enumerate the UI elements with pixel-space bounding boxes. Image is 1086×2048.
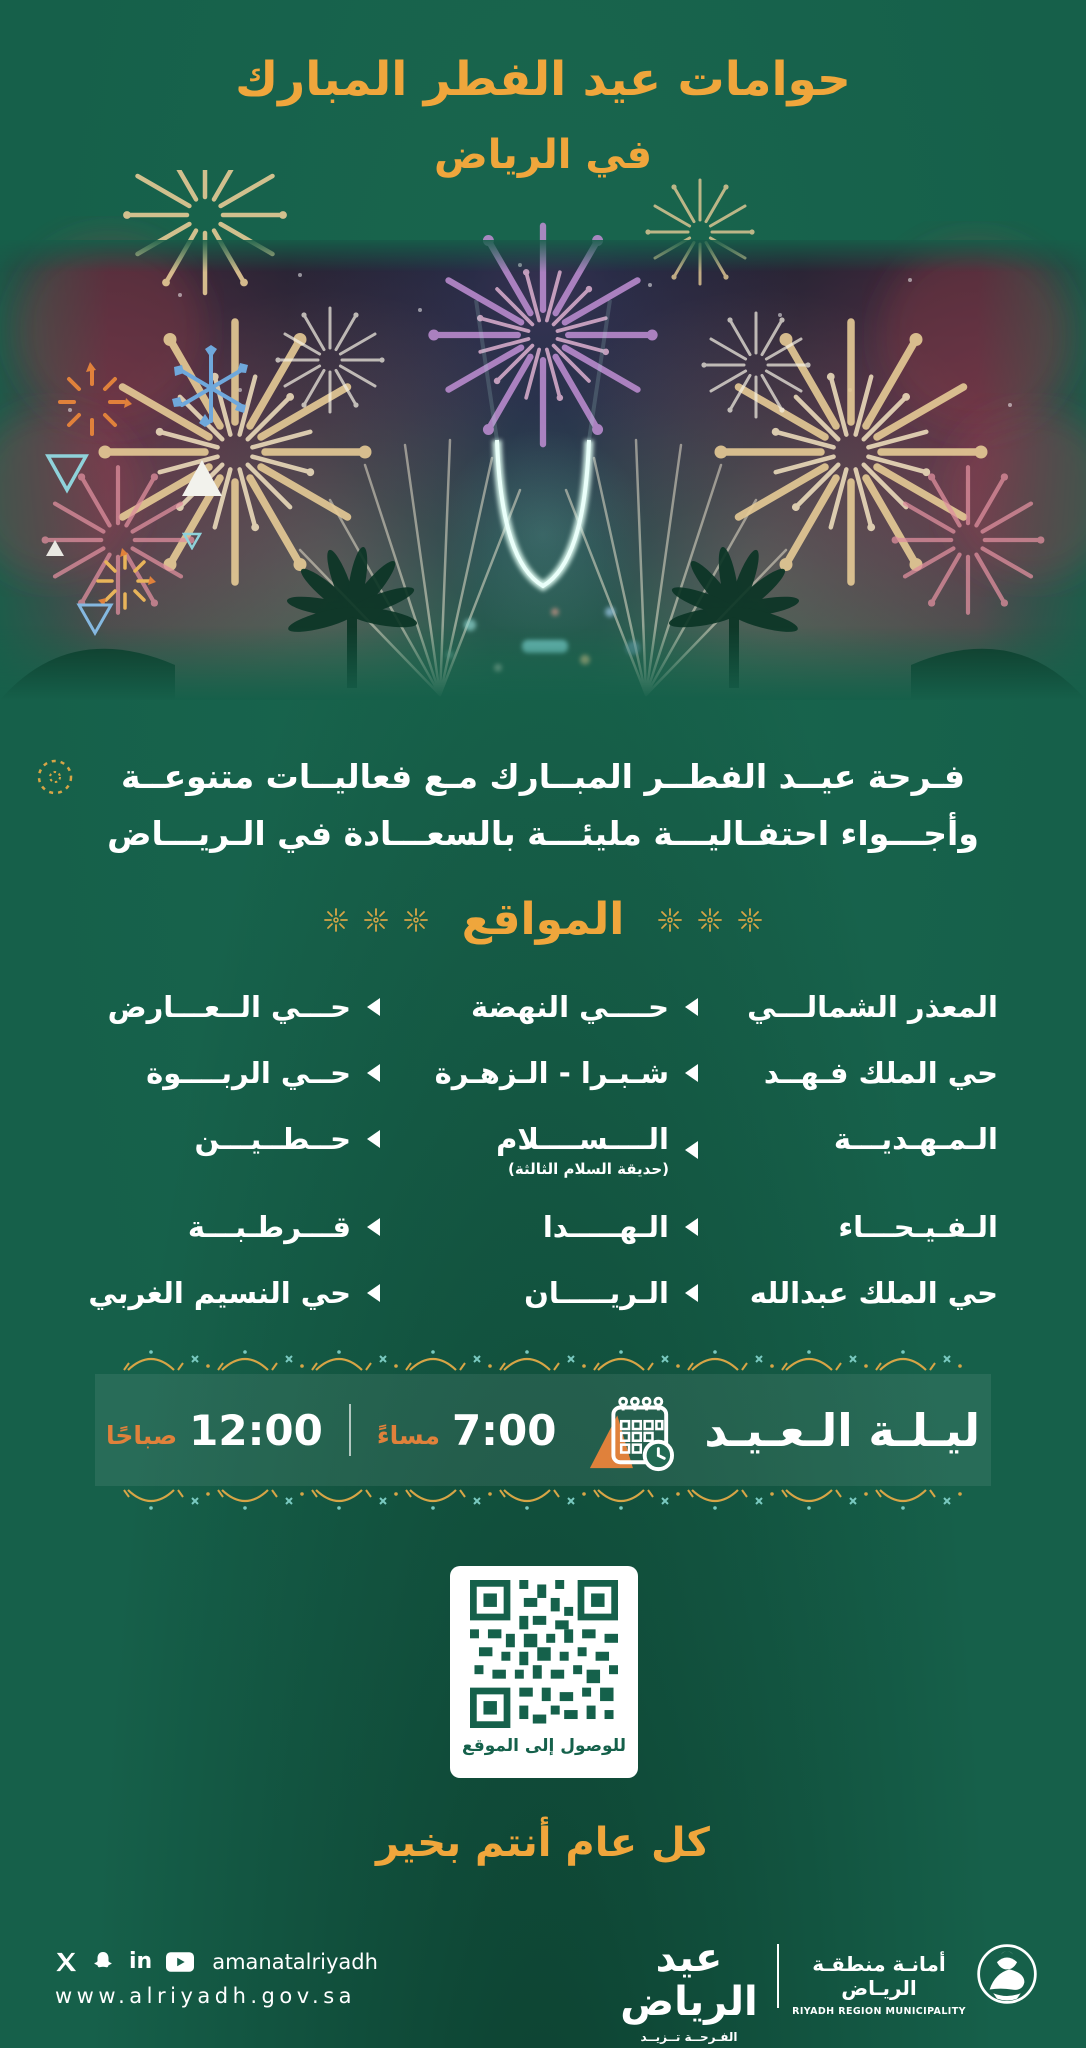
location-item (380, 1264, 698, 1310)
triangle-bullet-icon (685, 1284, 698, 1302)
location-label: الـهـــــدا (542, 1210, 669, 1244)
firework-star-icons-left (324, 908, 428, 932)
snapchat-icon[interactable] (91, 1950, 115, 1974)
location-item (88, 1044, 380, 1090)
location-label: المعذر الشمالـــي (747, 990, 998, 1024)
triangle-bullet-icon (367, 1218, 380, 1236)
white-triangle-small-deco-icon (46, 540, 64, 556)
location-item (380, 1198, 698, 1244)
time-divider (349, 1404, 351, 1456)
social-handle[interactable]: amanatalriyadh (212, 1950, 378, 1974)
calendar-clock-icon (586, 1386, 674, 1474)
qr-code[interactable] (470, 1580, 618, 1728)
location-label: حــــي النهضة (471, 990, 669, 1024)
end-time: 12:00 (189, 1405, 323, 1455)
start-period: مساءً (376, 1420, 440, 1450)
location-label: حـــي الــعـــارض (107, 990, 351, 1024)
triangle-bullet-icon (367, 1130, 380, 1148)
location-label: حي الملك فـهــد (763, 1056, 998, 1090)
page-title: حوامات عيد الفطر المبارك (235, 52, 851, 107)
location-item (698, 1044, 998, 1090)
white-triangle-deco-icon (182, 460, 222, 496)
location-label: الـمـهـديـــة (833, 1122, 998, 1156)
location-item (380, 1044, 698, 1090)
location-item (698, 1110, 998, 1156)
fireworks-art (0, 170, 1086, 700)
footer-divider (777, 1944, 779, 2008)
location-label: حي الملك عبدالله (749, 1276, 998, 1310)
location-label: حــطــيـــن (194, 1122, 351, 1156)
greeting-text: كل عام أنتم بخير (376, 1820, 710, 1866)
social-row (55, 1948, 378, 1976)
municipality-emblem (975, 1942, 1039, 2006)
youtube-icon[interactable] (166, 1952, 194, 1972)
locations-row (88, 978, 998, 1044)
municipality-block (790, 1952, 968, 2017)
triangle-bullet-icon (685, 998, 698, 1016)
location-label: حــي الربــــوة (146, 1056, 351, 1090)
locations-row (88, 1110, 998, 1198)
locations-row (88, 1264, 998, 1330)
ornament-border-bottom (120, 1488, 966, 1514)
location-label: قـــرطـبـــة (187, 1210, 351, 1244)
location-item (88, 1110, 380, 1156)
eid-riyadh-logo-text: عيد الرياض (620, 1935, 758, 2025)
blue-triangle-outline-deco-icon (76, 602, 114, 636)
firework-star-icons-right (658, 908, 762, 932)
municipality-name-en: RIYADH REGION MUNICIPALITY (792, 2006, 966, 2017)
start-time: 7:00 (451, 1405, 557, 1455)
location-item (88, 1198, 380, 1244)
location-item (88, 978, 380, 1024)
intro-paragraph (0, 748, 1086, 862)
intro-line-2: وأجـــواء احتفـاليـــة مليئـــة بالسعـــادة في الـريـــاض (107, 814, 979, 853)
intro-line-1: فـرحة عيــد الفطــر المبــارك مـع فعاليــات متنوعــة (121, 757, 965, 796)
schedule-band (95, 1374, 991, 1486)
locations-row (88, 1198, 998, 1264)
blue-snowflake-deco-icon (168, 345, 254, 431)
end-period: صباحًا (106, 1420, 178, 1450)
locations-heading-row (0, 894, 1086, 945)
qr-caption: للوصول إلى الموقع (461, 1736, 627, 1756)
linkedin-icon[interactable]: in (129, 1949, 153, 1974)
locations-row (88, 1044, 998, 1110)
location-item (88, 1264, 380, 1310)
orange-firework-deco-icon (52, 362, 132, 442)
municipality-name-ar: أمانـة منطقـة الريـاض (812, 1952, 946, 2000)
locations-grid (88, 978, 998, 1330)
triangle-bullet-icon (367, 998, 380, 1016)
triangle-bullet-icon (685, 1141, 698, 1159)
location-label: الــــســــلام (496, 1122, 669, 1156)
schedule-times (106, 1404, 556, 1456)
teal-triangle-small-deco-icon (182, 532, 202, 550)
location-item (698, 978, 998, 1024)
eid-riyadh-logo (605, 1936, 773, 2044)
schedule-label: ليـلـة الـعـيـد (704, 1403, 981, 1457)
qr-card[interactable] (450, 1566, 638, 1778)
triangle-bullet-icon (367, 1284, 380, 1302)
triangle-bullet-icon (685, 1218, 698, 1236)
teal-triangle-deco-icon (44, 452, 90, 494)
location-item (380, 1110, 698, 1178)
location-note: (حديقة السلام الثالثة) (508, 1160, 669, 1178)
location-item (698, 1264, 998, 1310)
location-label: الـفـيـحـــاء (838, 1210, 998, 1244)
triangle-bullet-icon (685, 1064, 698, 1082)
eid-riyadh-tagline: الفـرحــة تــزيــد (640, 2030, 738, 2044)
locations-heading: المواقع (461, 894, 625, 945)
x-icon[interactable] (55, 1951, 77, 1973)
location-label: الـريـــــان (524, 1276, 669, 1310)
triangle-bullet-icon (367, 1064, 380, 1082)
location-label: حي النسيم الغربي (88, 1276, 351, 1310)
ornament-border-top (120, 1346, 966, 1372)
location-item (380, 978, 698, 1024)
website-url[interactable]: www.alriyadh.gov.sa (55, 1984, 357, 2008)
fireworks-photo (0, 240, 1086, 700)
page-subtitle: في الرياض (433, 132, 653, 178)
location-item (698, 1198, 998, 1244)
location-label: شـبـرا - الـزهـرة (434, 1056, 669, 1090)
